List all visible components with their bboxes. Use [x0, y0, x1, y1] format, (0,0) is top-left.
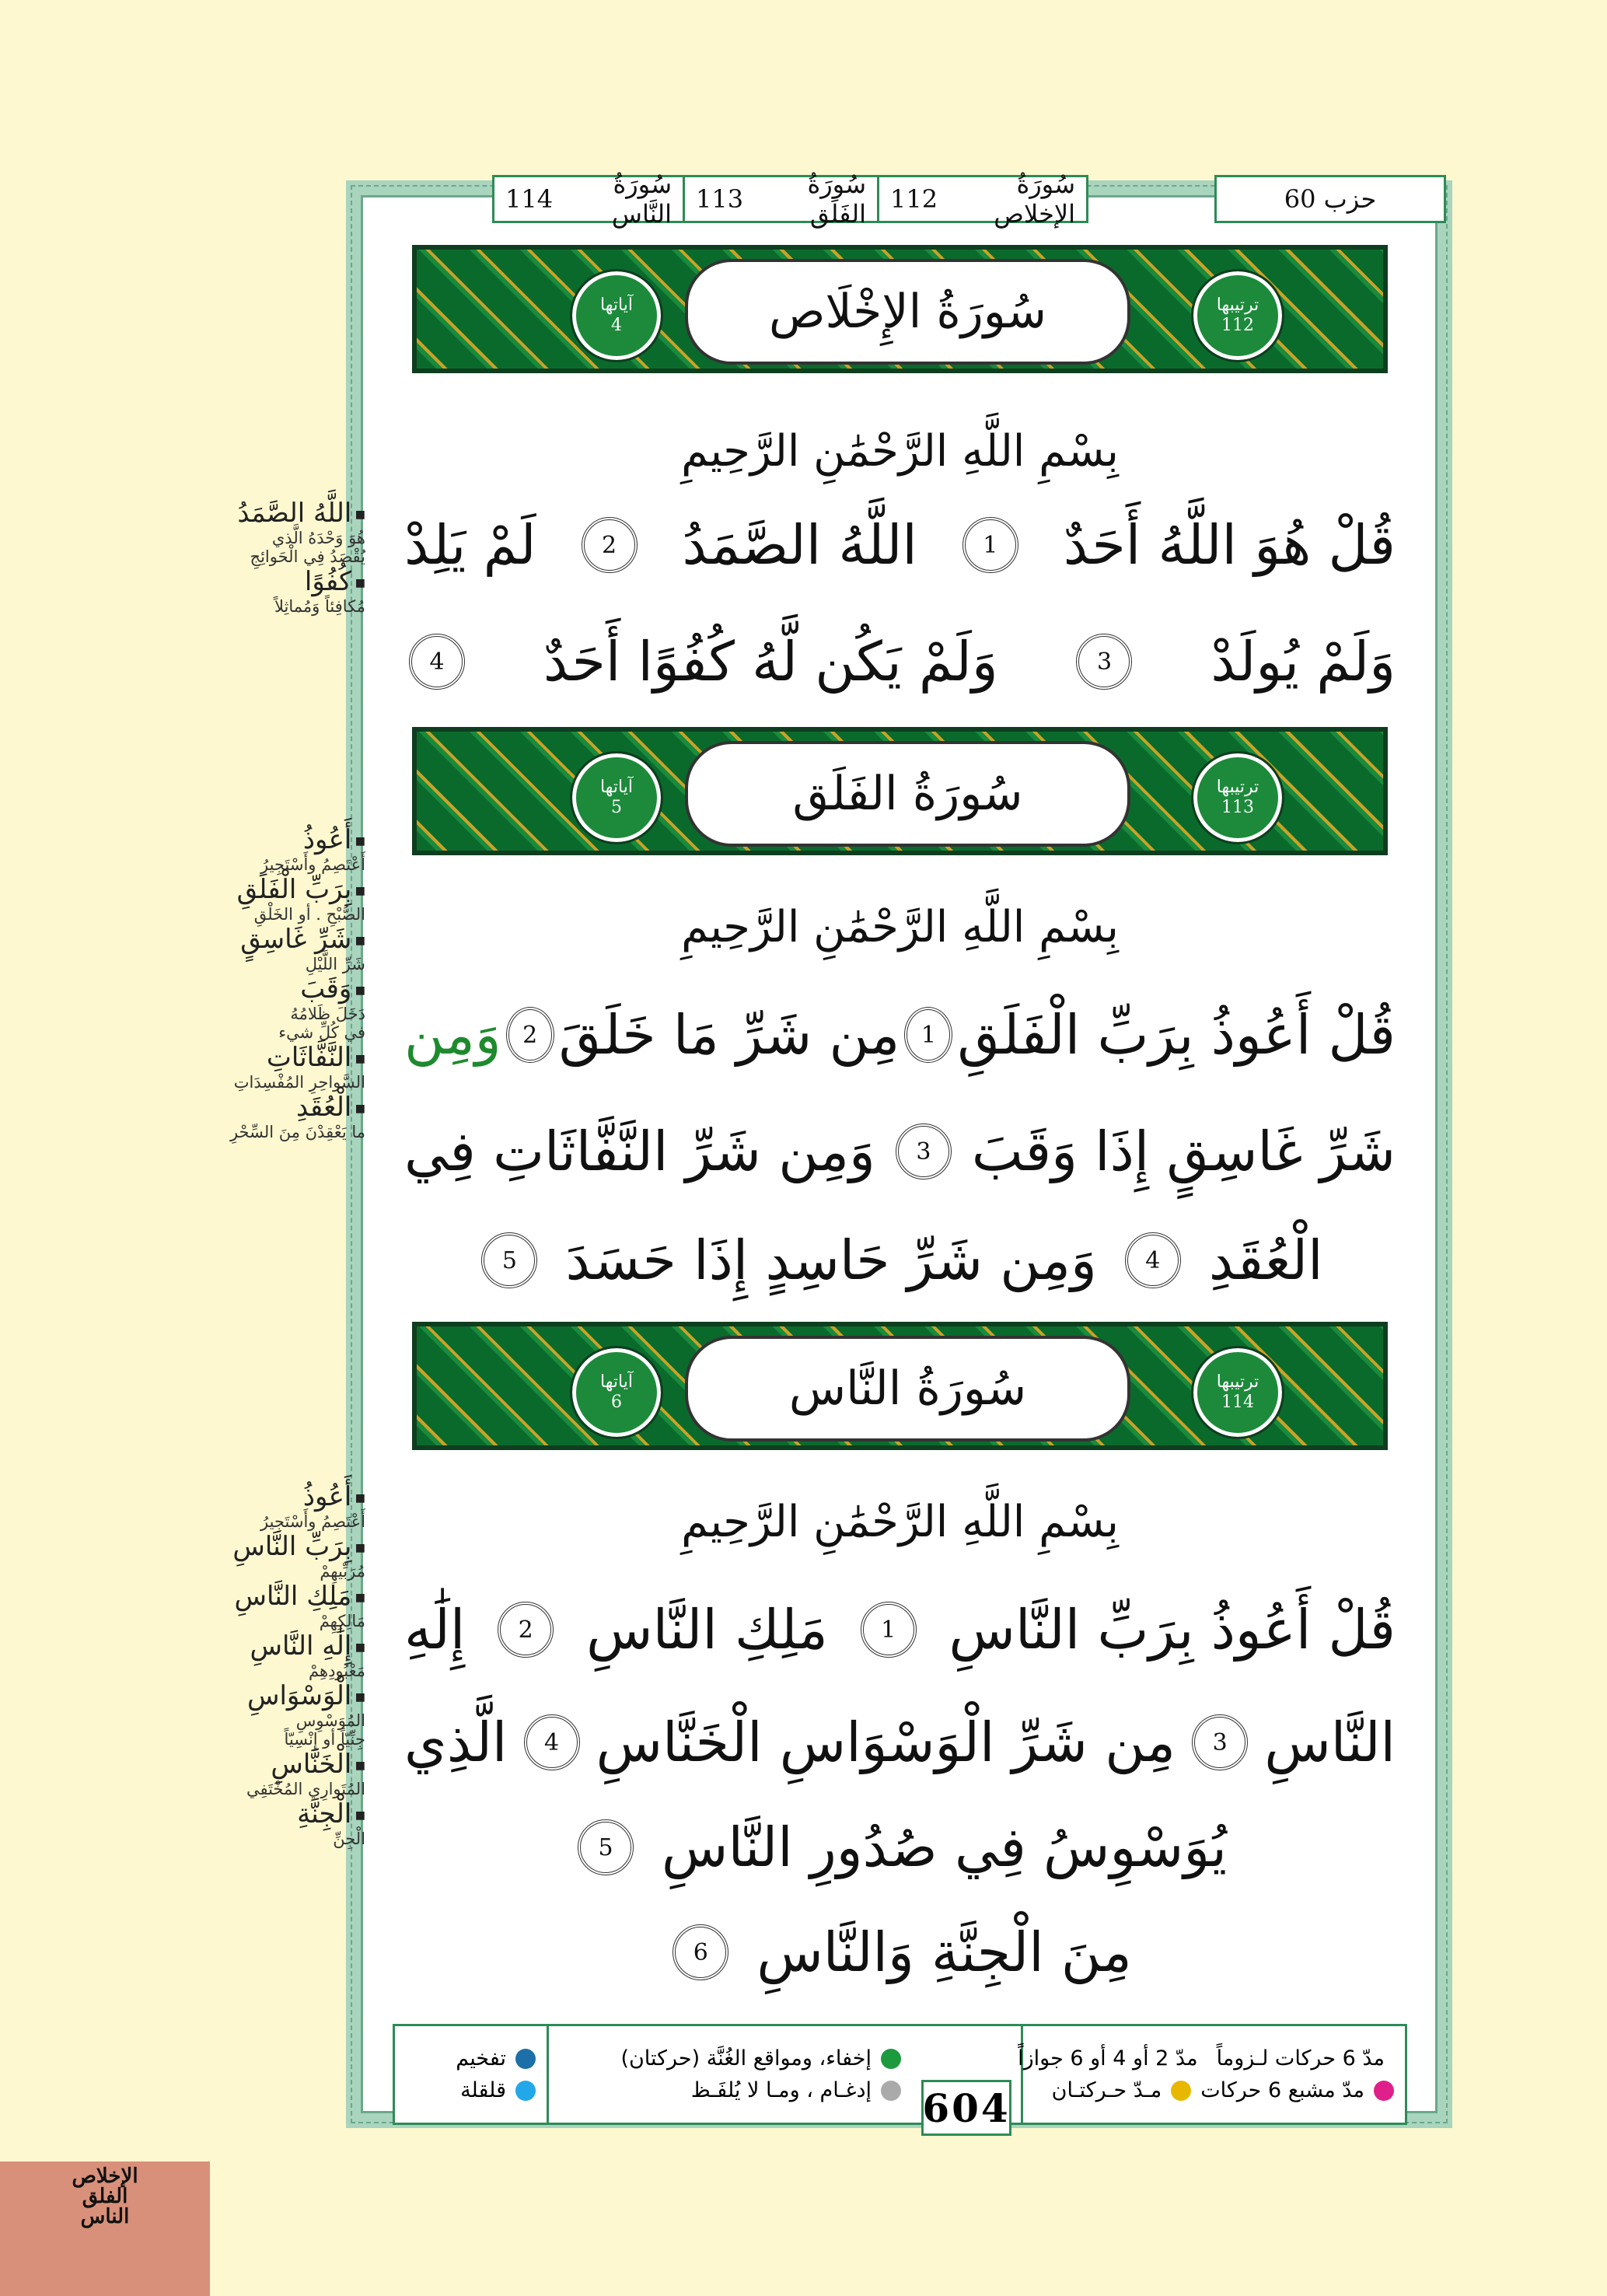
ayah-number: 5: [578, 1819, 634, 1875]
verse-line: [404, 1003, 1396, 1067]
legend-label: مدّ 6 حركات لـزوماً: [1216, 2046, 1385, 2071]
legend-row: [1018, 2046, 1394, 2071]
tartib-number: 114: [1221, 1393, 1254, 1412]
glossary-meaning: المُوَسْوِسِ: [295, 1711, 365, 1730]
verse-text: وَلَمْ يُولَدْ: [1210, 630, 1396, 694]
verse-text: قُلْ أَعُوذُ بِرَبِّ الْفَلَقِ: [957, 1003, 1396, 1067]
verse-text: مِن شَرِّ الْوَسْوَاسِ الْخَنَّاسِ: [596, 1711, 1176, 1774]
surah-index-tab[interactable]: [0, 2161, 210, 2296]
glossary-word: ■ النَّفَّاثَاتِ: [101, 1042, 365, 1073]
glossary-word: ■ أَعُوذُ: [101, 1481, 365, 1512]
glossary-meaning: المُتَوارِي المُخْتَفِي: [246, 1780, 365, 1798]
legend-label: تفخيم: [456, 2046, 506, 2071]
header-hizb: [1214, 175, 1446, 223]
glossary-word: ■ كُفُوًا: [101, 566, 365, 597]
legend-label: مدّ 2 أو 4 أو 6 جوازاً: [1018, 2046, 1198, 2071]
verse-text: يُوَسْوِسُ فِي صُدُورِ النَّاسِ: [662, 1815, 1227, 1879]
legend-tafkhim: [395, 2026, 547, 2123]
verse-line: [404, 1920, 1396, 1984]
header-surah-bar: [492, 169, 1088, 229]
legend-row: [406, 2046, 536, 2071]
ayah-number: 2: [506, 1007, 554, 1063]
glossary-meaning: دَخَلَ ظَلامُهُ: [290, 1005, 365, 1023]
page-number: 604: [921, 2080, 1011, 2136]
glossary-meaning: أَعْتَصِمُ وأَسْتَجِيرُ: [260, 1512, 365, 1531]
glossary-meaning: يُقْصَدُ فِي الْحَوائِجِ: [250, 547, 365, 566]
basmala: بِسْمِ اللَّهِ الرَّحْمَٰنِ الرَّحِيمِ: [681, 902, 1119, 952]
tartib-label: ترتيبها: [1216, 777, 1259, 797]
ayah-number: 2: [582, 517, 638, 573]
glossary-word: ■ الْعُقَدِ: [101, 1092, 365, 1123]
glossary-word: ■ الْجِنَّةِ: [101, 1798, 365, 1829]
ayah-number: 4: [524, 1714, 580, 1770]
glossary-word: ■ إِلَٰهِ النَّاسِ: [101, 1630, 365, 1662]
verse-text: وَمِن: [404, 1003, 501, 1067]
header-surah-name: سُورَةُ النَّاس: [611, 169, 672, 229]
verse-line: [404, 1711, 1396, 1774]
legend-label: إدغـام ، ومـا لا يُلفَـظ: [690, 2078, 872, 2102]
ayat-label: آياتها: [600, 777, 633, 797]
verse-line: [404, 1815, 1396, 1879]
verse-text: لَمْ يَلِدْ: [404, 513, 536, 577]
ayat-count: 6: [611, 1393, 622, 1412]
glossary-word: ■ وَقَبَ: [101, 973, 365, 1005]
glossary-word: ■ مَلِكِ النَّاسِ: [101, 1581, 365, 1612]
verse-text: الَّذِي: [404, 1711, 508, 1774]
ayah-number: 2: [498, 1602, 554, 1658]
header-surah-number: 113: [696, 184, 744, 214]
color-dot: [515, 2081, 536, 2101]
glossary-meaning: في كُلِّ شيء: [278, 1023, 365, 1042]
legend-label: إخفاء، ومواقع الغُنَّة (حركتان): [620, 2046, 872, 2071]
verse-text: مِن شَرِّ مَا خَلَقَ: [558, 1003, 900, 1067]
legend-label: قلقلة: [460, 2078, 506, 2102]
glossary-meaning: هُوَ وَحْدَهُ الَّذي: [271, 529, 365, 547]
tab-surah-name: الناس: [80, 2205, 130, 2228]
surah-banner-nas: [412, 1322, 1388, 1450]
surah-title: سُورَةُ الإِخْلَاص: [685, 259, 1130, 365]
glossary-word: ■ أَعُوذُ: [101, 824, 365, 855]
glossary-meaning: مُرَبِّيهِمْ: [320, 1562, 365, 1581]
ayah-number: 1: [861, 1602, 917, 1658]
ayah-number: 5: [481, 1232, 537, 1288]
ayat-medal: [572, 753, 661, 842]
tartib-medal: [1193, 271, 1282, 360]
ayah-number: 6: [672, 1924, 728, 1980]
surah-title: سُورَةُ الفَلَق: [685, 741, 1130, 847]
glossary-meaning: الْجِنِّ: [333, 1829, 365, 1848]
glossary-word: ■ شَرِّ غَاسِقٍ: [101, 924, 365, 955]
glossary-meaning: الصُّبْحِ . أو الخَلْقِ: [253, 905, 365, 924]
tartib-label: ترتيبها: [1216, 295, 1259, 315]
ayat-label: آياتها: [600, 295, 633, 315]
verse-text: النَّاسِ: [1264, 1711, 1396, 1774]
verse-line: [404, 1228, 1396, 1292]
ayah-number: 4: [1125, 1232, 1181, 1288]
verse-line: [404, 1598, 1396, 1662]
legend-label: مدّ مشبع 6 حركات: [1200, 2078, 1364, 2102]
color-dot: [1374, 2081, 1394, 2101]
legend-row: [560, 2046, 901, 2071]
tartib-medal: [1193, 1348, 1282, 1437]
verse-line: [404, 513, 1396, 577]
verse-text: إِلَٰهِ: [404, 1598, 466, 1662]
ayat-medal: [572, 271, 661, 360]
verse-text: قُلْ هُوَ اللَّهُ أَحَدٌ: [1063, 513, 1396, 577]
glossary-group-nas: [101, 1481, 365, 1848]
verse-text: وَمِن شَرِّ حَاسِدٍ إِذَا حَسَدَ: [565, 1228, 1097, 1292]
ayah-number: 4: [409, 634, 465, 690]
legend-label: مـدّ حـركتـان: [1051, 2078, 1162, 2102]
ayat-label: آياتها: [600, 1372, 633, 1392]
verse-text: وَلَمْ يَكُن لَّهُ كُفُوًا أَحَدٌ: [543, 630, 998, 694]
glossary-meaning: مَالِكِهِمْ: [319, 1612, 365, 1630]
ayah-number: 3: [1076, 634, 1132, 690]
verse-text: قُلْ أَعُوذُ بِرَبِّ النَّاسِ: [948, 1598, 1396, 1662]
tab-surah-name: الإخلاص: [72, 2165, 138, 2188]
tajweed-legend: [393, 2024, 1407, 2125]
glossary-meaning: السَّواحِرِ المُفْسِدَاتِ: [233, 1073, 365, 1092]
basmala: بِسْمِ اللَّهِ الرَّحْمَٰنِ الرَّحِيمِ: [681, 1497, 1119, 1547]
glossary-group-ikhlas: [101, 498, 365, 616]
legend-madd: [1018, 2026, 1405, 2123]
header-surah-number: 114: [505, 184, 554, 214]
tartib-number: 112: [1221, 316, 1254, 335]
glossary-word: ■ بِرَبِّ النَّاسِ: [101, 1531, 365, 1562]
tab-surah-name: الفلق: [82, 2185, 128, 2208]
header-surah-falaq: [683, 169, 877, 229]
basmala: بِسْمِ اللَّهِ الرَّحْمَٰنِ الرَّحِيمِ: [681, 426, 1119, 477]
header-surah-ikhlas: [877, 169, 1088, 229]
verse-line: [404, 630, 1396, 694]
verse-text: مِنَ الْجِنَّةِ وَالنَّاسِ: [756, 1920, 1132, 1984]
header-surah-number: 112: [890, 184, 938, 214]
legend-ghunna: [547, 2026, 912, 2123]
glossary-group-falaq: [101, 824, 365, 1141]
color-dot: [1171, 2081, 1191, 2101]
header-surah-name: سُورَةُ الفَلَق: [807, 169, 866, 229]
legend-row: [1034, 2078, 1394, 2102]
ayah-number: 1: [904, 1007, 952, 1063]
surah-banner-falaq: [412, 727, 1388, 855]
glossary-meaning: شَرِّ اللَّيْلِ: [305, 955, 365, 973]
ayah-number: 1: [962, 517, 1018, 573]
legend-row: [560, 2078, 901, 2102]
verse-text: الْعُقَدِ: [1208, 1228, 1323, 1292]
legend-row: [406, 2078, 536, 2102]
header-surah-nas: [492, 169, 683, 229]
ayat-medal: [572, 1348, 661, 1437]
glossary-meaning: مُكافِئاً وَمُماثِلاً: [274, 597, 365, 616]
tartib-number: 113: [1221, 798, 1254, 817]
verse-text: اللَّهُ الصَّمَدُ: [682, 513, 917, 577]
ayat-count: 4: [611, 316, 622, 335]
ayah-number: 3: [1192, 1714, 1248, 1770]
glossary-word: ■ الْخَنَّاسِ: [101, 1749, 365, 1780]
glossary-meaning: مَعْبُودِهِمْ: [309, 1662, 365, 1680]
glossary-word: ■ الْوَسْوَاسِ: [101, 1680, 365, 1711]
color-dot: [515, 2049, 536, 2069]
verse-text: وَمِن شَرِّ النَّفَّاثَاتِ فِي: [404, 1120, 875, 1183]
header-surah-name: سُورَةُ الإخلاص: [994, 169, 1075, 229]
verse-line: [404, 1120, 1396, 1183]
surah-title: سُورَةُ النَّاس: [685, 1336, 1130, 1442]
hizb-label: حزب 60: [1214, 175, 1446, 223]
color-dot: [881, 2081, 901, 2101]
surah-banner-ikhlas: [412, 245, 1388, 373]
color-dot: [881, 2049, 901, 2069]
tartib-medal: [1193, 753, 1282, 842]
ayat-count: 5: [611, 798, 622, 817]
verse-text: شَرِّ غَاسِقٍ إِذَا وَقَبَ: [971, 1120, 1396, 1183]
glossary-meaning: ما يَعْقِدْنَ مِنَ السِّحْرِ: [229, 1123, 365, 1141]
glossary-word: ■ اللَّهُ الصَّمَدُ: [101, 498, 365, 529]
tartib-label: ترتيبها: [1216, 1372, 1259, 1392]
glossary-meaning: أَعْتَصِمُ وأَسْتَجِيرُ: [260, 855, 365, 874]
verse-text: مَلِكِ النَّاسِ: [586, 1598, 828, 1662]
glossary-meaning: جِنِّيّاً أو إِنْسِيّاً: [284, 1730, 365, 1749]
ayah-number: 3: [896, 1124, 952, 1179]
glossary-word: ■ بِرَبِّ الْفَلَقِ: [101, 874, 365, 905]
